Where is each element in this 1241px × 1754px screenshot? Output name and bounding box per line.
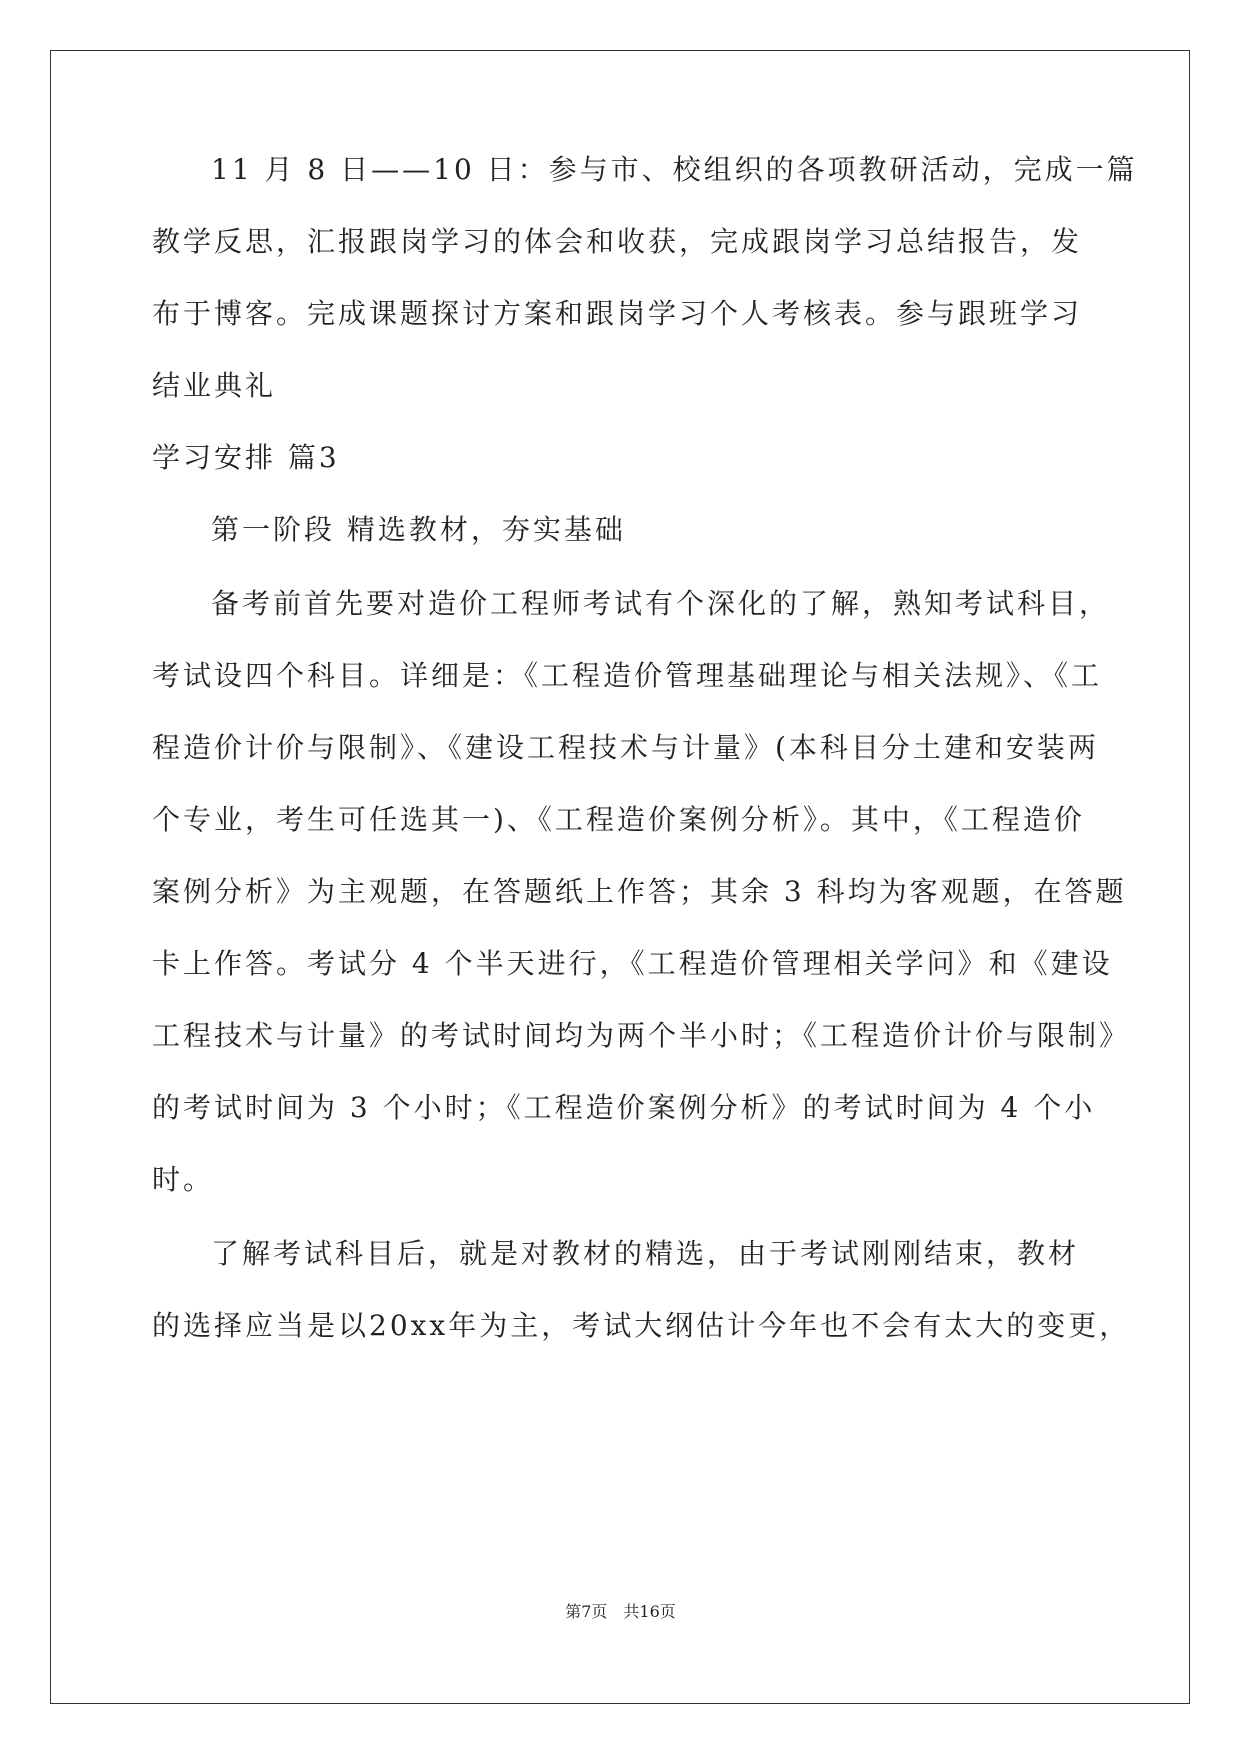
subsection-heading: 第一阶段 精选教材，夯实基础 [211, 513, 626, 546]
paragraph-line: 了解考试科目后，就是对教材的精选，由于考试刚刚结束，教材 [211, 1237, 1080, 1270]
paragraph-line: 程造价计价与限制》、《建设工程技术与计量》(本科目分土建和安装两 [152, 731, 1099, 764]
paragraph-line: 的考试时间为 3 个小时；《工程造价案例分析》的考试时间为 4 个小 [152, 1091, 1096, 1124]
paragraph-line: 的选择应当是以20xx年为主，考试大纲估计今年也不会有太大的变更， [152, 1309, 1131, 1342]
section-heading: 学习安排 篇3 [152, 441, 340, 474]
paragraph-line: 结业典礼 [152, 369, 277, 402]
paragraph-line: 卡上作答。考试分 4 个半天进行，《工程造价管理相关学问》和《建设 [152, 947, 1113, 980]
paragraph-line: 教学反思，汇报跟岗学习的体会和收获，完成跟岗学习总结报告，发 [152, 225, 1083, 258]
paragraph-line: 个专业，考生可任选其一)、《工程造价案例分析》。其中，《工程造价 [152, 803, 1085, 836]
paragraph-line: 11 月 8 日——10 日：参与市、校组织的各项教研活动，完成一篇 [211, 153, 1138, 186]
paragraph-line: 布于博客。完成课题探讨方案和跟岗学习个人考核表。参与跟班学习 [152, 297, 1083, 330]
paragraph-line: 考试设四个科目。详细是：《工程造价管理基础理论与相关法规》、《工 [152, 659, 1103, 692]
page-number: 第7页 共16页 [565, 1602, 676, 1621]
paragraph-line: 工程技术与计量》的考试时间均为两个半小时；《工程造价计价与限制》 [152, 1019, 1131, 1052]
paragraph-line: 备考前首先要对造价工程师考试有个深化的了解，熟知考试科目， [211, 587, 1111, 620]
paragraph-line: 时。 [152, 1163, 215, 1196]
paragraph-line: 案例分析》为主观题，在答题纸上作答；其余 3 科均为客观题，在答题 [152, 875, 1127, 908]
